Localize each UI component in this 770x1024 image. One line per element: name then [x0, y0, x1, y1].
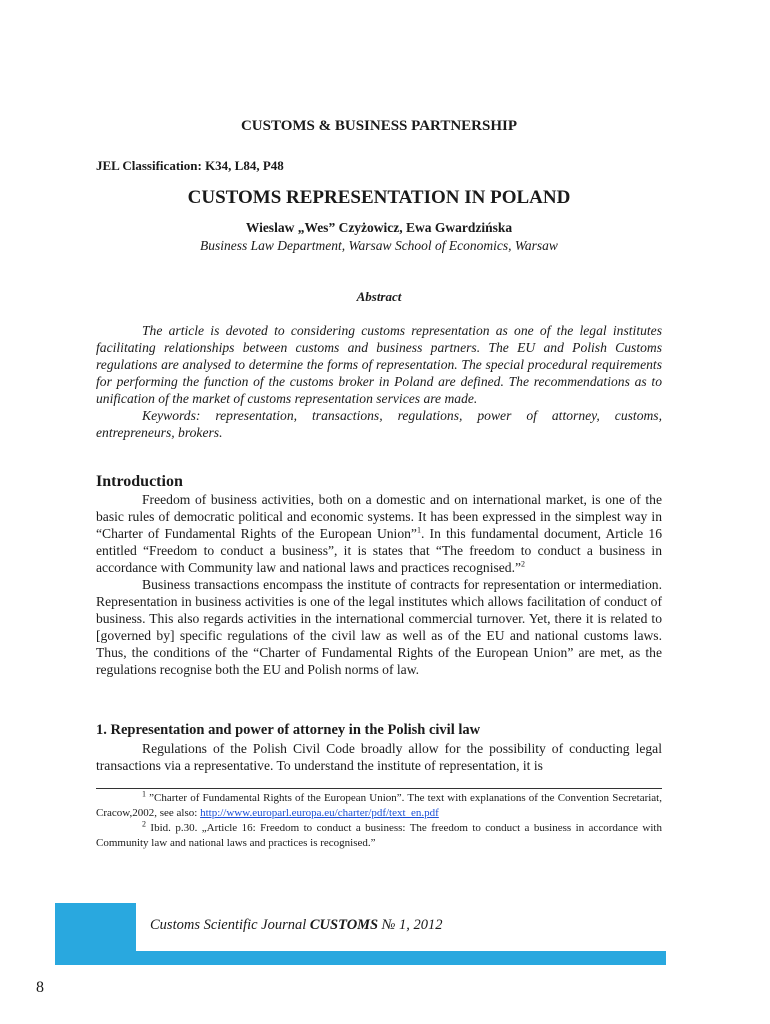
footnote-1	[96, 791, 662, 821]
introduction-section	[96, 491, 662, 678]
journal-issue: № 1, 2012	[378, 917, 443, 933]
abstract-heading: Abstract	[356, 289, 402, 304]
footnote-2	[96, 821, 662, 851]
article-title: CUSTOMS REPRESENTATION IN POLAND	[187, 187, 571, 208]
footnote-1-mark: 1	[142, 789, 146, 799]
series-title: CUSTOMS & BUSINESS PARTNERSHIP	[240, 118, 518, 134]
abstract-keywords: Keywords: representation, transactions, regulations, power of attorney, customs, entrepreneurs, brokers.	[96, 408, 662, 440]
introduction-paragraph-1	[96, 491, 662, 576]
footnote-ref-1: 1	[416, 525, 421, 535]
introduction-heading: Introduction	[96, 473, 183, 490]
intro-p1-text-b: . In this fundamental document, Article 16 entitled “Freedom to conduct a business”, it is states that “The freedom to conduct a business in accordance with Community law and national laws and practices recognised.”	[96, 526, 662, 575]
intro-p1-text-a: Freedom of business activities, both on a domestic and on international market, is one of the basic rules of democratic political and economic systems. It has been expressed in the simplest way in “Charter of Fundamental Rights of the European Union”	[96, 492, 662, 541]
section-1-heading: 1. Representation and power of attorney in the Polish civil law	[96, 722, 481, 738]
introduction-paragraph-2: Business transactions encompass the institute of contracts for representation or intermediation. Representation in business activities is one of the legal institutes which allows facilitation of conduct of business. This also regards activities in the international commercial turnover. Yet, there it is related to [governed by] specific regulations of the civil law as well as of the EU and national customs laws. Thus, the conditions of the “Charter of Fundamental Rights of the European Union” are met, as the regulations recognise both the EU and Polish norms of law.	[96, 577, 662, 677]
journal-prefix: Customs Scientific Journal	[150, 917, 310, 933]
page-number: 8	[36, 979, 44, 996]
section-1-paragraph-1: Regulations of the Polish Civil Code broadly allow for the possibility of conducting legal transactions via a representative. To understand the institute of representation, it is	[96, 741, 662, 773]
footnote-2-mark: 2	[142, 819, 146, 829]
footnote-divider	[96, 788, 662, 789]
footnotes	[96, 791, 662, 851]
charter-link[interactable]: http://www.europarl.europa.eu/charter/pdf/text_en.pdf	[200, 807, 439, 819]
article-authors: Wieslaw „Wes” Czyżowicz, Ewa Gwardzińska	[245, 220, 513, 235]
abstract-section	[96, 322, 662, 441]
footnote-1-text: ”Charter of Fundamental Rights of the European Union”. The text with explanations of the Convention Secretariat, Cracow,2002, see also:	[96, 792, 662, 819]
abstract-body: The article is devoted to considering customs representation as one of the legal institutes facilitating relationships between customs and business partners. The EU and Polish Customs regulations are analysed to determine the forms of representation. The special procedural requirements for performing the function of the customs broker in Poland are defined. The recommendations as to unification of the market of customs representation services are made.	[96, 323, 662, 406]
jel-classification: JEL Classification: K34, L84, P48	[96, 158, 284, 173]
author-affiliation: Business Law Department, Warsaw School of Economics, Warsaw	[200, 238, 558, 253]
journal-name: CUSTOMS	[309, 917, 379, 933]
journal-footer	[150, 917, 443, 934]
footnote-2-text: Ibid. p.30. „Article 16: Freedom to conduct a business: The freedom to conduct a business in accordance with Community law and national laws and practices is recognised.”	[96, 822, 662, 849]
footnote-ref-2: 2	[521, 559, 526, 569]
section-1	[96, 740, 662, 774]
